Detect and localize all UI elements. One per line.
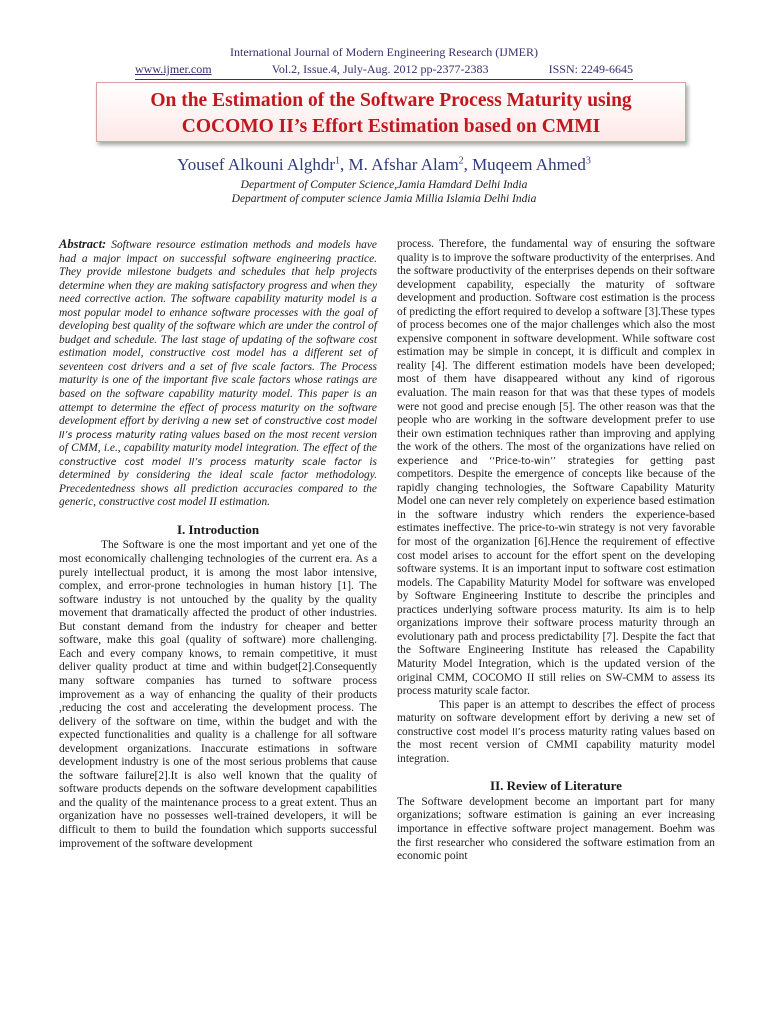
abstract-text-3: is determined by considering the ideal scale factor methodology. Precedentedness shows all prediction accuracies compared to the generic, constructive cost model II estimation.: [59, 455, 377, 509]
right-p1-sans: experience and ‘‘Price-to-win’’ strategies for getting past: [397, 455, 715, 467]
right-p1-text-b: competitors. Despite the emergence of concepts like because of the rapidly changing technologies, the Software Capability Maturity Model one can never rely completely on experience based estimation in the software industry which renders the experience-based estimates ineffective. The price-to-win strategy is not very favorable for most of the organization [6].Hence the requirement of effective cost model arises to account for the effort spent on the developing software systems. It is an important input to software cost estimation models. The Capability Maturity Model for software was enveloped by Software Engineering Institute to describe the principles and practices underlying software process maturity. Its aim is to help organizations improve their software process maturity through an evolutionary path and process predictability [7]. Despite the fact that the Software Engineering Institute has released the Capability Maturity Model Integration, which is the updated version of the original CMM, COCOMO II still relies on SW-CMM to assess its process maturity scale factor.: [397, 468, 715, 698]
right-paragraph-2: [397, 699, 715, 767]
journal-url-link[interactable]: www.ijmer.com: [135, 62, 212, 76]
journal-name: International Journal of Modern Engineering Research (IJMER): [230, 45, 538, 59]
author-1-affiliation: 1: [335, 155, 341, 167]
abstract-text-2: rating values based on the most recent version of CMM, i.e., capability maturity model integration. The effect of the: [59, 428, 378, 455]
title-line-1: On the Estimation of the Software Process Maturity using: [150, 90, 632, 111]
author-2-affiliation: 2: [458, 155, 464, 167]
right-p1-text-a: process. Therefore, the fundamental way of ensuring the software quality is to improve the software productivity of the enterprises. And the software productivity of the enterprises depends on their software development capability, especially the maturity of software development and production. Software cost estimation is the process of predicting the effort required to develop a software [3].These types of process becomes one of the major challenges which also the most expensive component in software development. While software cost estimation may be simple in concept, it is difficult and complex in reality [4]. The different estimation models have been developed; most of them have disappeared without any kind of rigorous evaluation. The main reason for that was that these types of models were not good and precise enough [5]. The other reason was that the people who are working in the software development prefer to use their own estimation techniques rather than improving and applying the work of the others. The most of the organizations have relied on: [397, 238, 715, 454]
abstract-text-1: Software resource estimation methods and models have had a major impact on successful software engineering practice. They provide milestone budgets and schedules that help projects determine when they are making satisfactory progress and when they need corrective action. The software capability maturity model is a most popular model to enhance software processes with the goal of developing best quality of the software which are under the control of budget and schedule. The last stage of updating of the software cost estimation model, constructive cost model has a different set of seventeen cost drivers and a set of five scale factors. The Process maturity is one of the important five scale factors whose ratings are based on the software capability maturity model. This paper is an attempt to determine the effect of process maturity on the software development effort by deriving a: [59, 239, 377, 428]
left-column: [59, 238, 377, 851]
abstract-sans-1: new set of constructive cost model II’s process maturity: [59, 416, 377, 441]
author-3-affiliation: 3: [585, 155, 591, 167]
author-1: Yousef Alkouni Alghdr: [177, 155, 336, 174]
department-1: Department of Computer Science,Jamia Hamdard Delhi India: [240, 179, 528, 191]
journal-info-bar: [135, 62, 633, 80]
review-heading: II. Review of Literature: [490, 778, 622, 794]
abstract-label: Abstract:: [59, 237, 107, 251]
intro-heading: I. Introduction: [176, 521, 260, 537]
right-p2-sans: cost model II’s process: [456, 726, 565, 738]
authors: [0, 155, 768, 175]
right-column: [397, 238, 715, 864]
author-2: , M. Afshar Alam: [340, 155, 459, 174]
title-line-2: COCOMO II’s Effort Estimation based on CMMI: [181, 116, 601, 137]
paper-title: [96, 82, 686, 142]
right-p2-text-a: This paper is an attempt to describes the effect of process maturity on software development effort by deriving a new set of constructive: [397, 698, 715, 738]
volume-info: Vol.2, Issue.4, July-Aug. 2012 pp-2377-2383: [271, 62, 489, 76]
author-3: , Muqeem Ahmed: [463, 155, 586, 174]
intro-paragraph: The Software is one the most important and yet one of the most economically challenging technologies of the current era. As a purely intellectual product, it is among the most labor intensive, complex, and error-prone technologies in human history [1]. The software industry is not untouched by the quality by the quality movement that dramatically affected the product of other industries. But constant demand from the industry for cheaper and better software, make this goal (quality of software) more challenging. Each and every company knows, to remain competitive, it must deliver quality product at time and within budget[2].Consequently many software companies has turned to software process improvement as a way of enhancing the quality of their products ,reducing the cost and accelerating the development process. The delivery of the software on time, within the budget and with the expected functionalities and quality is a challenge for all software development organizations. Inaccurate estimations in software development industry is one of the most serious problems that cause the software failure[2].It is also well known that the quality of software products depends on the software development capabilities and the quality of the maintenance process to a great extent. Thus an organization have no possesses well-trained developers, it will be difficult to them to build the foundation which supports successful improvement of the software development: [59, 539, 377, 850]
right-p2-text-b: maturity rating values based on the most recent version of CMMI capability maturity model integration.: [397, 725, 715, 765]
abstract-sans-2: constructive cost model II’s process maturity scale factor: [59, 456, 362, 468]
department-2: Department of computer science Jamia Millia Islamia Delhi India: [231, 193, 537, 205]
abstract: [59, 238, 377, 510]
right-paragraph-1: [397, 238, 715, 699]
issn: ISSN: 2249-6645: [548, 62, 633, 76]
review-paragraph: The Software development become an important part for many organizations; software estimation is gaining an ever increasing importance in effective software project management. Boehm was the first researcher who considered the software estimation from an economic point: [397, 795, 715, 863]
